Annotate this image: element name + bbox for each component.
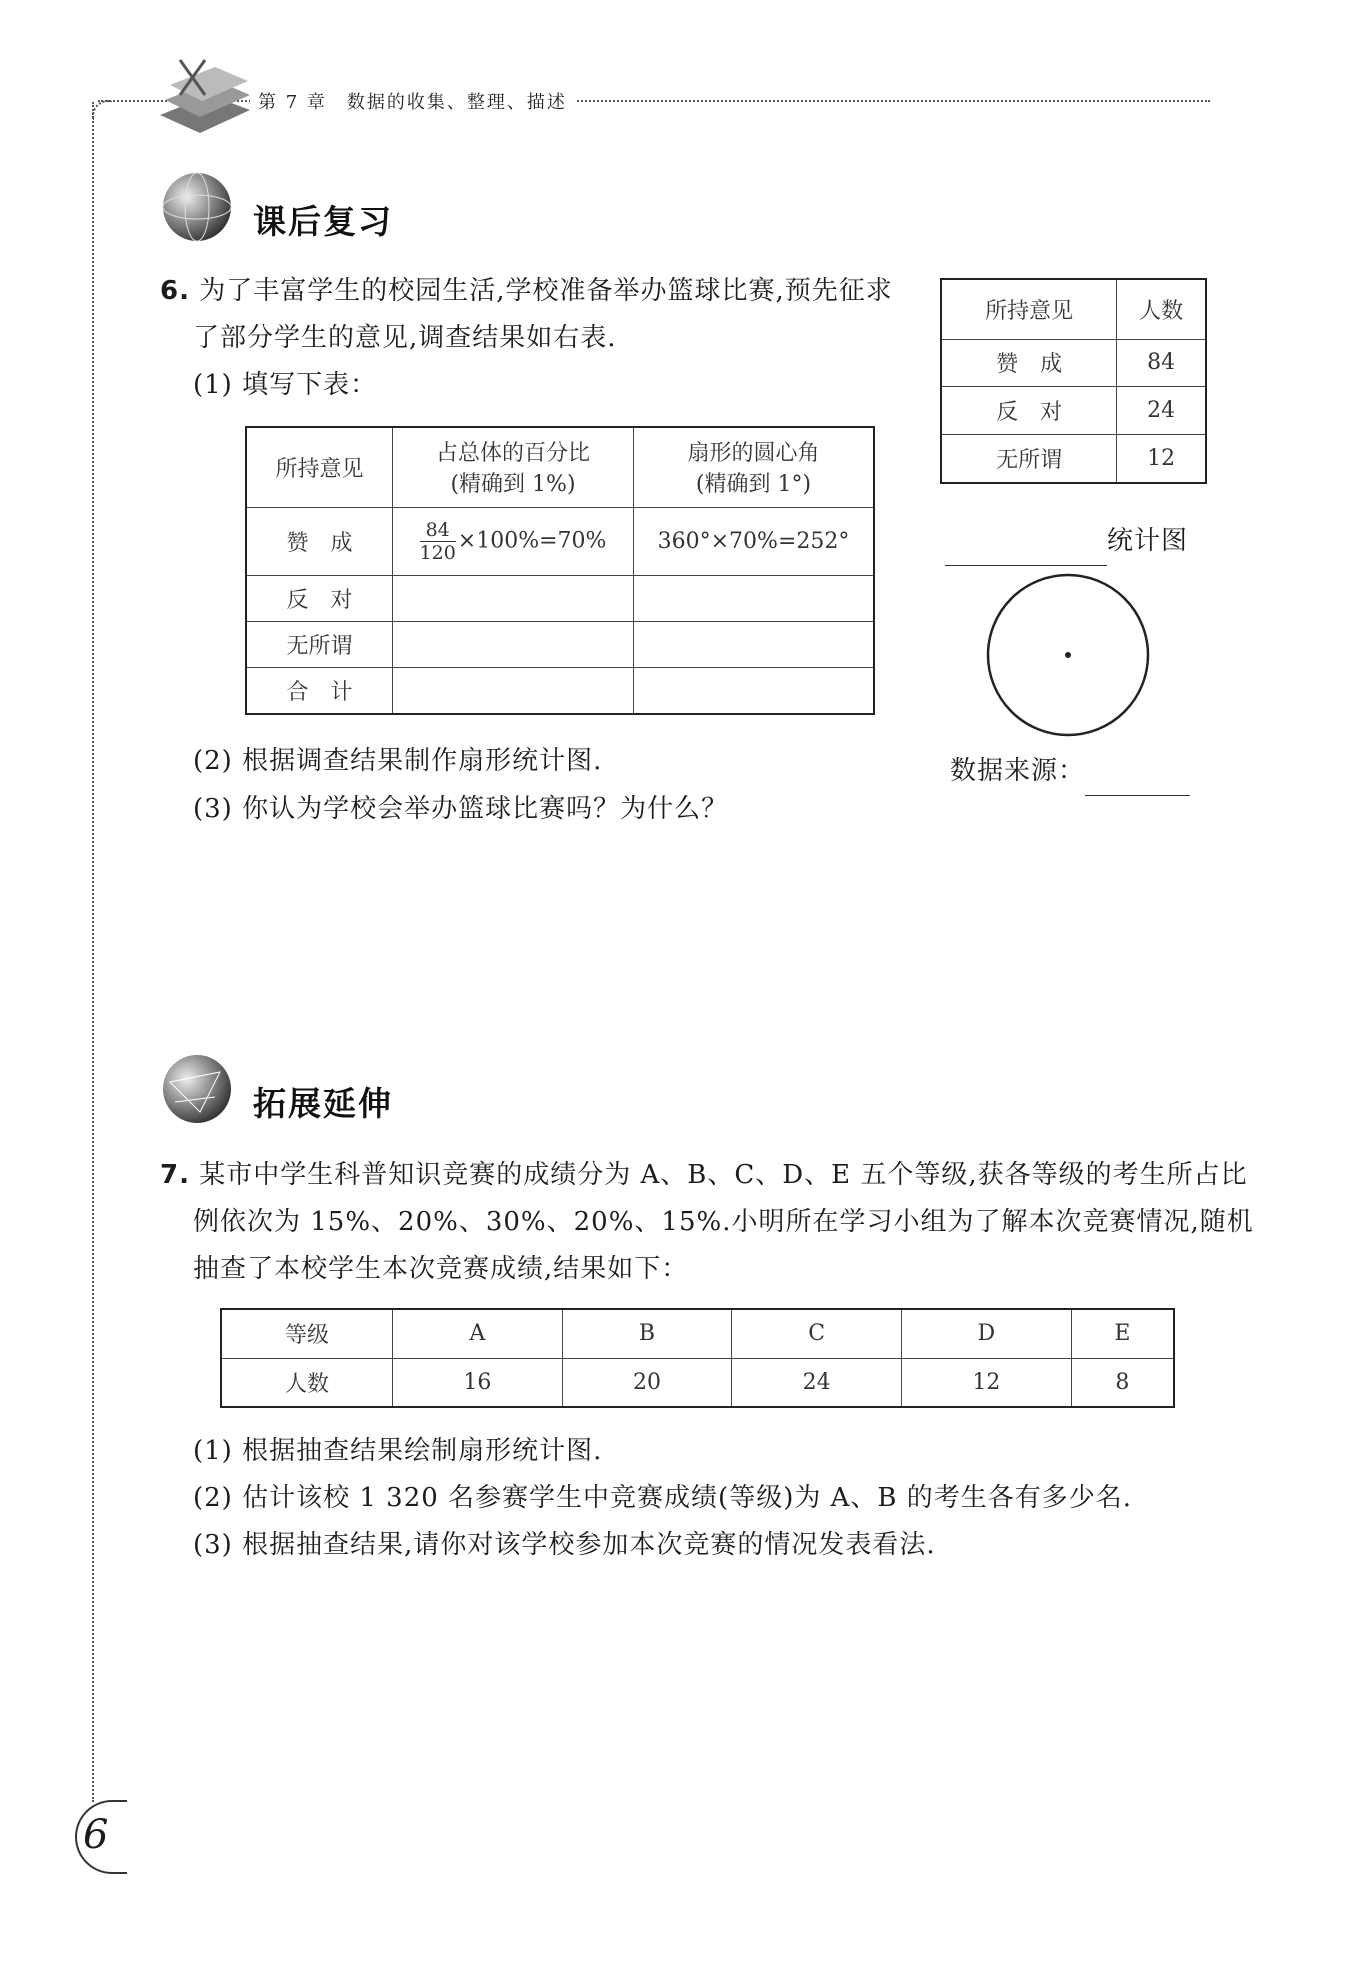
q7-part2: (2) 估计该校 1 320 名参赛学生中竞赛成绩(等级)为 A、B 的考生各有多少名. [193,1483,1133,1513]
fill-blank-cell[interactable] [634,575,875,621]
q6-part1: (1) 填写下表： [193,370,378,400]
q7-number: 7. [160,1160,190,1190]
pie-chart-circle [985,572,1151,738]
fill-blank-cell[interactable] [634,667,875,714]
fill-row-label: 赞 成 [246,507,393,575]
fill-row-label: 反 对 [246,575,393,621]
fill-header-percent: 占总体的百分比 (精确到 1%) [393,427,634,507]
fill-row-label: 合 计 [246,667,393,714]
fill-blank-cell[interactable] [393,575,634,621]
chapter-header: 第 7 章 数据的收集、整理、描述 [250,88,575,114]
fill-table [245,426,875,715]
grade-header-cell: B [562,1309,732,1358]
globe-icon [160,1052,234,1126]
grade-header-cell: 等级 [221,1309,393,1358]
fill-percent-cell: $\frac{84}{120}$ ×100%=70% [393,507,634,575]
fill-blank-cell[interactable] [393,621,634,667]
survey-cell: 赞 成 [941,339,1117,387]
grade-header-cell: D [902,1309,1072,1358]
fill-blank-cell[interactable] [634,621,875,667]
q6-part3: (3) 你认为学校会举办篮球比赛吗？为什么？ [193,794,729,824]
chapter-logo-icon [150,55,260,135]
q7-line2: 例依次为 15%、20%、30%、20%、15%.小明所在学习小组为了解本次竞赛情况,随机 [193,1207,1254,1237]
grade-header-cell: A [393,1309,563,1358]
q7-line1: 7. 某市中学生科普知识竞赛的成绩分为 A、B、C、D、E 五个等级,获各等级的考生所占比 [160,1160,1248,1190]
grade-header-cell: E [1071,1309,1174,1358]
section-title-extension: 拓展延伸 [253,1084,393,1123]
fill-angle-cell: 360°×70%=252° [634,507,875,575]
left-dotted-rule [92,102,94,1802]
grade-value-cell: 24 [732,1358,902,1407]
fill-header-angle: 扇形的圆心角 (精确到 1°) [634,427,875,507]
grade-table [220,1308,1175,1408]
fraction: $\frac{84}{120}$ [419,518,456,564]
q7-part1: (1) 根据抽查结果绘制扇形统计图. [193,1436,603,1466]
fill-blank-cell[interactable] [393,667,634,714]
survey-cell: 无所谓 [941,435,1117,484]
grade-value-cell: 20 [562,1358,732,1407]
page-border-corner [92,100,112,120]
survey-cell: 84 [1117,339,1206,387]
survey-cell: 反 对 [941,387,1117,435]
survey-cell: 12 [1117,435,1206,484]
q6-line2: 了部分学生的意见,调查结果如右表. [193,323,617,353]
chart-title-blank[interactable] [945,518,1107,566]
survey-table [940,278,1207,484]
q6-number: 6. [160,276,190,306]
q6-line1: 6. 为了丰富学生的校园生活,学校准备举办篮球比赛,预先征求 [160,276,893,306]
chart-caption: 统计图 [945,518,1188,566]
grade-value-cell: 人数 [221,1358,393,1407]
survey-header-opinion: 所持意见 [941,279,1117,339]
data-source-blank[interactable] [1085,748,1190,796]
survey-header-count: 人数 [1117,279,1206,339]
grade-value-cell: 12 [902,1358,1072,1407]
fill-header-opinion: 所持意见 [246,427,393,507]
page-number: 6 [83,1812,109,1858]
q7-part3: (3) 根据抽查结果,请你对该学校参加本次竞赛的情况发表看法. [193,1530,936,1560]
fill-row-label: 无所谓 [246,621,393,667]
q6-part2: (2) 根据调查结果制作扇形统计图. [193,746,603,776]
data-source: 数据来源： [950,748,1190,796]
grade-value-cell: 16 [393,1358,563,1407]
survey-cell: 24 [1117,387,1206,435]
grade-header-cell: C [732,1309,902,1358]
grade-value-cell: 8 [1071,1358,1174,1407]
q7-line3: 抽查了本校学生本次竞赛成绩,结果如下： [193,1254,689,1284]
section-title-review: 课后复习 [253,202,393,241]
globe-icon [160,170,234,244]
